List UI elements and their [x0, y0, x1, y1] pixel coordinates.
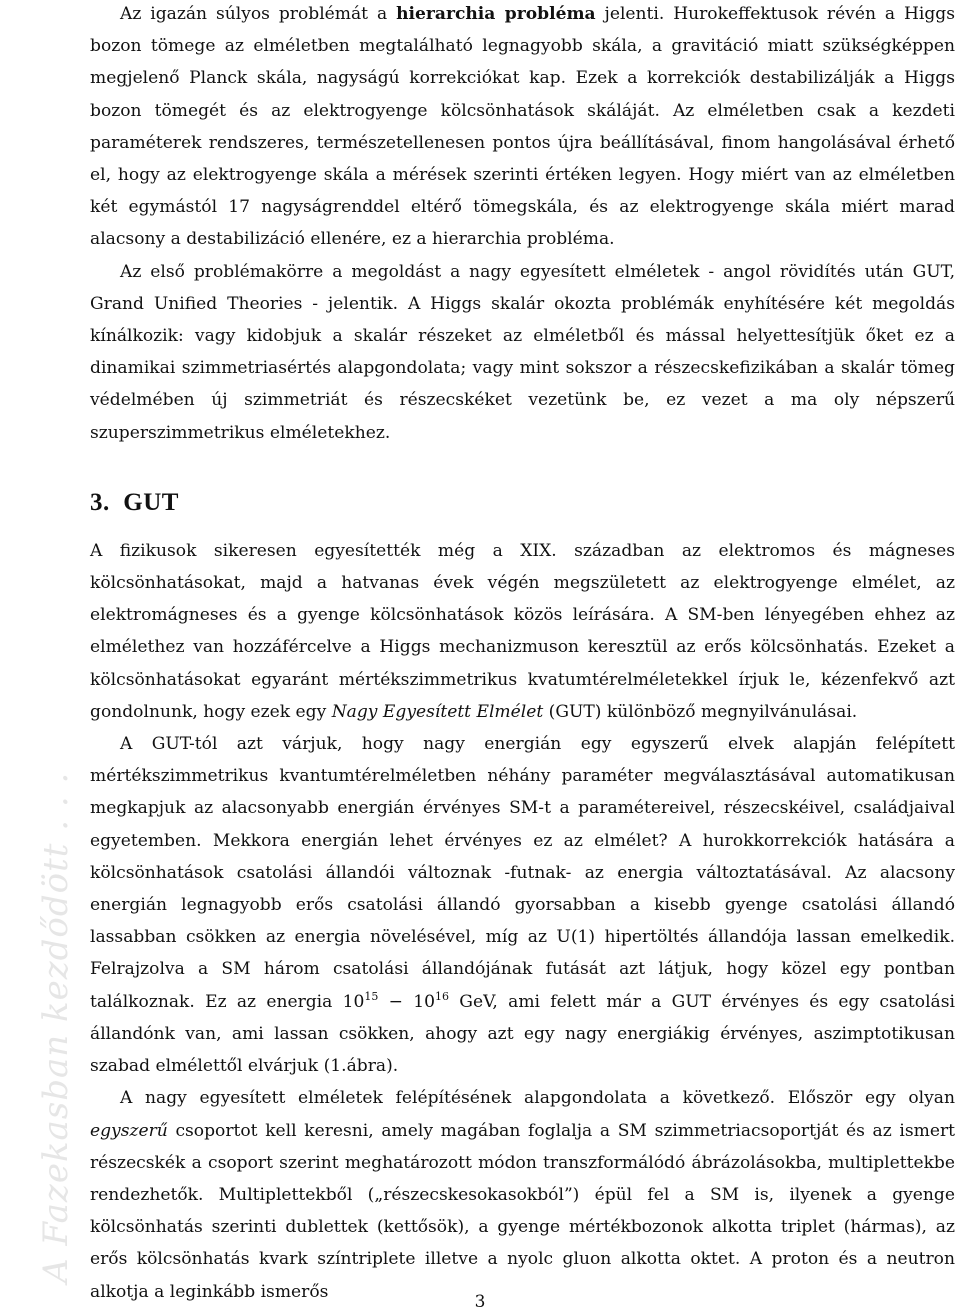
paragraph-hierarchy — [90, 0, 955, 256]
paragraph-gut-expectations — [90, 728, 955, 1082]
power-base: 10 — [342, 991, 365, 1012]
text-run: GeV, ami felett már a GUT érvényes és egy csatolási állandónk van, ami lassan csökken, ahogy azt egy nagy energiákig érvényes, aszimptotikusan szabad elmélettől elvárjuk (1.ábra). — [90, 991, 955, 1077]
text-run: A GUT-tól azt várjuk, hogy nagy energián egy egyszerű elvek alapján felépített mértékszimmetrikus kvantumtérelméletben néhány paraméter megválasztásával automatikusan megkapjuk az alacsonyabb energián érvényes SM-t a paramétereivel, részecskéivel, családjaival egyetemben. Mekkora energián lehet érvényes ez az elmélet? A hurokkorrekciók hatására a kölcsönhatások csatolási állandói változnak -futnak- az energia változtatásával. Az alacsony energián legnagyobb erős csatolási állandó gyorsabban a kisebb gyenge csatolási állandó lassabban csökken az energia növelésével, míg az U(1) hipertöltés állandója lassan emelkedik. Felrajzolva a SM három csatolási állandójának futását azt látjuk, hogy közel egy pontban találkoznak. Ez az energia — [90, 734, 955, 1012]
bold-term: hierarchia probléma — [396, 4, 596, 24]
italic-term: Nagy Egyesített Elmélet — [331, 701, 544, 722]
watermark: A Fazekasban kezdődött . . . — [36, 771, 76, 1283]
power-base: 10 — [413, 991, 436, 1012]
page-number: 3 — [474, 1292, 486, 1312]
paragraph-multiplets — [90, 1082, 955, 1307]
italic-term: egyszerű — [90, 1120, 168, 1141]
text-run: A nagy egyesített elméletek felépítésének alapgondolata a következő. Először egy olyan — [120, 1088, 955, 1109]
text-run: jelenti. Hurokeffektusok révén a Higgs bozon tömege az elméletben megtalálható legnagyobb skála, a gravitáció miatt szükségképpen megjelenő Planck skála, nagyságú korrekciókat kap. Ezek a korrekciók destabilizálják a Higgs bozon tömegét és az elektrogyenge kölcsönhatások skáláját. Az elméletben csak a kezdeti paraméterek rendszeres, természetellenesen pontos újra beállításával, finom hangolásával érhető el, hogy az elektrogyenge skála a mérések szerinti értéken legyen. Hogy miért van az elméletben két egymástól 17 nagyságrenddel eltérő tömegskála, és az elektrogyenge skála miért marad alacsony a destabilizáció ellenére, ez a hierarchia probléma. — [90, 4, 955, 250]
text-run: A fizikusok sikeresen egyesítették még a XIX. században az elektromos és mágneses kölcsönhatásokat, majd a hatvanas évek végén megszületett az elektrogyenge elmélet, az elektromágneses és a gyenge kölcsönhatások közös leírására. A SM-ben lényegében ehhez az elmélethez van hozzáfércelve a Higgs mechanizmuson keresztül az erős kölcsönhatás. Ezeket a kölcsönhatásokat egyaránt mértékszimmetrikus kvatumtérelméletekkel írjuk le, kézenfekvő azt gondolnunk, hogy ezek egy — [90, 540, 955, 722]
text-run: Az igazán súlyos problémát a — [120, 4, 397, 24]
paragraph-solutions: Az első problémakörre a megoldást a nagy egyesített elméletek - angol rövidítés után GUT, Grand Unified Theories - jelentik. A Higgs skalár okozta problémák enyhítésére két megoldás kínálkozik: vagy kidobjuk a skalár részeket az elméletből és mással helyettesítjük őket ez a dinamikai szimmetriasértés alapgondolata; vagy mint sokszor a részecskefizikában a skalár tömeg védelmében új szimmetriát és részecskéket vezetünk be, ez vezet a ma oly népszerű szuperszimmetrikus elméletekhez. — [90, 261, 955, 443]
text-run: csoportot kell keresni, amely magában foglalja a SM szimmetriacsoportját és az ismert részecskék a csoport szerint meghatározott módon transzformálódó ábrázolásokba, multiplettekbe rendezhetők. Multiplettekből („részecskesokasokból”) épül fel a SM is, ilyenek a gyenge kölcsönhatás szerinti dublettek (kettősök), a gyenge mértékbozonok alkotta triplet (hármas), az erős kölcsönhatás kvark színtriplete illetve a nyolc gluon alkotta oktet. A proton és a neutron alkotja a leginkább ismerős — [90, 1120, 955, 1302]
section-heading — [90, 489, 955, 517]
page-body — [90, 0, 955, 1308]
section-title: GUT — [123, 488, 179, 516]
power-exponent: 16 — [435, 989, 450, 1003]
power-exponent: 15 — [364, 989, 379, 1003]
range-dash: − — [378, 991, 414, 1012]
text-run: (GUT) különböző megnyilvánulásai. — [543, 701, 858, 722]
section-number: 3. — [90, 488, 110, 516]
paragraph-unification — [90, 535, 955, 728]
